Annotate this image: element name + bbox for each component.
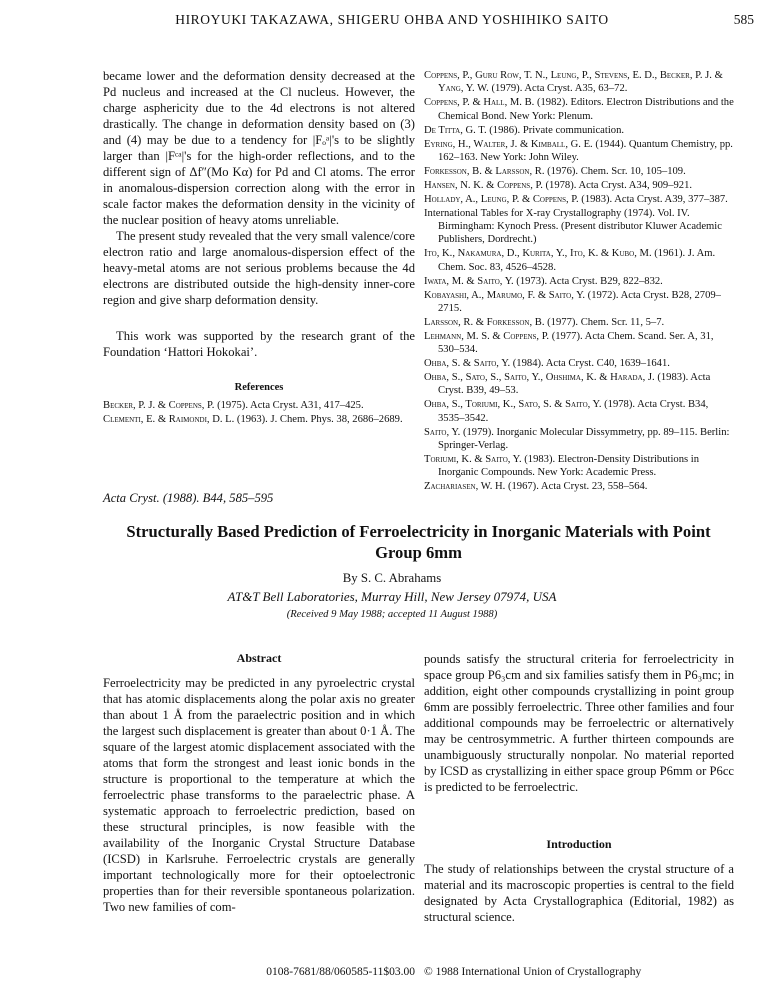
introduction-text: The study of relationships between the crystal structure of a material and its macroscopic properties is central to the field designated by Acta Crystallographica (Editorial, 1982) as structural science. <box>424 862 734 924</box>
reference-details: (1983). Acta Cryst. A39, 377–387. <box>578 193 728 205</box>
reference-details: (1967). Acta Cryst. 23, 558–564. <box>505 481 648 493</box>
reference-authors: Hansen, N. K. & Coppens, P. <box>424 179 543 191</box>
reference-details: (1983). Electron-Density Distributions in Inorganic Compounds. New York: Academic Press. <box>438 453 700 479</box>
reference-details: (1979). Inorganic Molecular Dissymmetry, pp. 89–115. Berlin: Springer-Verlag. <box>438 426 730 451</box>
body-paragraph: became lower and the deformation density decreased at the Pd nucleus and increased at the Cl nucleus. However, the charge asphericity due to the 4d electrons is not altered drastically. The change in deformation density based on (3) and (4) may be due to a tendency for |Fₒᵃ|'s to be slightly larger than |Fᶜᵃ|'s for the high-order reflections, and to the different sign of Δf″(Mo Kα) for Pd and Cl atoms. The error in anomalous-dispersion correction along with the error in scale factor makes the deformation density in the vicinity of the nuclear position of heavy atoms unreliable. <box>103 69 415 227</box>
reference-entry <box>424 165 734 178</box>
reference-authors: Kobayashi, A., Marumo, F. & Saito, Y. <box>424 289 586 301</box>
page-number: 585 <box>733 12 754 27</box>
abstract-text: Ferroelectricity may be predicted in any pyroelectric crystal that has atomic displacements along the polar axis no greater than about 1 Å from the paraelectric position and in which the largest such displacement is greater than about 0·1 Å. The square of the largest atomic displacement associated with the atoms that form the strongest and least ionic bonds in the structure is proportional to the temperature at which the ferroelectric phase transforms to the paraelectric phase. A systematic approach to ferroelectric prediction, based on these structural principles, is now feasible with the availability of the Inorganic Crystal Structure Database (ICSD) in Karlsruhe. Ferroelectric crystals are generally important technologically more for their optoelectronic properties than for their reversible spontaneous polarization. Two new families of com- <box>103 676 415 914</box>
reference-list <box>103 399 415 426</box>
reference-details: (1984). Acta Cryst. C40, 1639–1641. <box>510 358 670 370</box>
reference-entry <box>424 316 734 329</box>
introduction-heading: Introduction <box>546 837 612 851</box>
reference-authors: Hollady, A., Leung, P. & Coppens, P. <box>424 193 579 205</box>
reference-authors: Becker, P. J. & Coppens, P. <box>103 400 215 411</box>
reference-entry <box>424 207 734 247</box>
article-title: Structurally Based Prediction of Ferroelectricity in Inorganic Materials with Point Group 6mm <box>126 522 711 562</box>
top-left-column <box>103 68 415 427</box>
reference-entry <box>424 69 734 96</box>
reference-details: (1963). J. Chem. Phys. 38, 2686–2689. <box>234 413 403 425</box>
reference-authors: Iwata, M. & Saito, Y. <box>424 275 514 287</box>
acknowledgement: This work was supported by the research grant of the Foundation ‘Hattori Hokokai’. <box>103 329 415 359</box>
reference-details: (1977). Chem. Scr. 11, 5–7. <box>544 316 665 328</box>
reference-entry <box>424 138 734 165</box>
reference-authors: Ohba, S., Sato, S., Saito, Y., Ohshima, K. & Harada, J. <box>424 371 655 383</box>
reference-details: (1978). Acta Cryst. A34, 909–921. <box>542 179 693 191</box>
reference-entry <box>424 275 734 288</box>
reference-details: (1973). Acta Cryst. B29, 822–832. <box>513 275 663 287</box>
reference-entry <box>424 247 734 274</box>
reference-entry <box>424 398 734 425</box>
reference-entry <box>103 399 415 412</box>
body-paragraph: The present study revealed that the very small valence/core electron ratio and large anomalous-dispersion effect of the heavy-metal atoms are not serious problems because the 4d electrons are distributed outside the high-density inner-core region and give sharp deformation density. <box>103 229 415 307</box>
reference-authors: Coppens, P. & Hall, M. B. <box>424 97 535 109</box>
reference-entry <box>424 453 734 480</box>
reference-authors: Toriumi, K. & Saito, Y. <box>424 453 522 465</box>
reference-authors: Larsson, R. & Forkesson, B. <box>424 316 545 328</box>
reference-details: (1978). Acta Cryst. B34, 3535–3542. <box>438 399 709 424</box>
references-heading: References <box>234 382 284 393</box>
reference-entry <box>424 289 734 316</box>
reference-details: (1972). Acta Cryst. B28, 2709–2715. <box>438 289 721 314</box>
reference-details: (1977). Acta Chem. Scand. Ser. A, 31, 530–534. <box>438 330 714 356</box>
reference-entry <box>424 480 734 493</box>
reference-authors: Ohba, S. & Saito, Y. <box>424 358 511 370</box>
affiliation: AT&T Bell Laboratories, Murray Hill, New Jersey 07974, USA <box>227 589 557 604</box>
reference-details: (1961). J. Am. Chem. Soc. 83, 4526–4528. <box>438 248 716 273</box>
reference-details: (1944). Quantum Chemistry, pp. 162–163. New York: John Wiley. <box>438 138 733 163</box>
reference-authors: Forkesson, B. & Larsson, R. <box>424 165 545 177</box>
reference-entry <box>103 413 415 426</box>
reference-entry <box>424 371 734 398</box>
reference-entry <box>424 193 734 206</box>
reference-details: (1979). Acta Cryst. A35, 63–72. <box>488 83 628 95</box>
reference-authors: Saito, Y. <box>424 426 461 438</box>
reference-entry <box>424 96 734 123</box>
reference-entry <box>424 179 734 192</box>
copyright: © 1988 International Union of Crystallography <box>424 966 642 978</box>
reference-details: (1975). Acta Cryst. A31, 417–425. <box>214 400 364 411</box>
abstract-right-column <box>424 651 734 925</box>
abstract-heading: Abstract <box>236 651 282 665</box>
abstract-text-continued: pounds satisfy the structural criteria for ferroelectricity in space group P6₃cm and six families satisfy them in P6₃mc; in addition, eight other compounds crystallizing in point group 6mm are possibly ferroelectric. Three other families and four additional compounds may be ferroelectric or alternatively may be centrosymmetric. A further thirteen compounds are unambiguously structurally nonpolar. No material reported by ICSD as crystallizing in either space group P6mm or P6cc is predicted to be ferroelectric. <box>424 652 734 794</box>
reference-authors: Lehmann, M. S. & Coppens, P. <box>424 330 550 342</box>
reference-authors: De Titta, G. T. <box>424 124 487 136</box>
reference-authors: Eyring, H., Walter, J. & Kimball, G. E. <box>424 138 593 150</box>
reference-entry <box>424 426 734 453</box>
byline: By S. C. Abrahams <box>342 571 442 585</box>
reference-details: (1983). Acta Cryst. B39, 49–53. <box>438 371 711 397</box>
reference-details: International Tables for X-ray Crystallography (1974). Vol. IV. Birmingham: Kynoch Press. (Present distributor Kluwer Academic Publishers, Dordrecht.) <box>424 207 722 246</box>
reference-authors: Ito, K., Nakamura, D., Kurita, Y., Ito, K. & Kubo, M. <box>424 248 652 260</box>
reference-authors: Ohba, S., Toriumi, K., Sato, S. & Saito, Y. <box>424 399 602 411</box>
running-header <box>0 12 784 32</box>
reference-list-continued <box>424 69 734 494</box>
reference-details: (1976). Chem. Scr. 10, 105–109. <box>544 165 686 177</box>
reference-entry <box>424 124 734 137</box>
reference-entry <box>424 357 734 370</box>
article-citation: Acta Cryst. (1988). B44, 585–595 <box>103 491 274 505</box>
reference-authors: Zachariasen, W. H. <box>424 481 506 493</box>
received-date: (Received 9 May 1988; accepted 11 August 1988) <box>286 609 498 620</box>
abstract-left-column <box>103 651 415 915</box>
reference-details: (1982). Editors. Electron Distributions and the Chemical Bond. New York: Plenum. <box>438 97 734 122</box>
reference-entry <box>424 330 734 357</box>
article-code: 0108-7681/88/060585-11$03.00 <box>266 966 415 978</box>
reference-authors: Coppens, P., Guru Row, T. N., Leung, P., Stevens, E. D., Becker, P. J. & Yang, Y. W. <box>424 70 723 95</box>
reference-details: (1986). Private communication. <box>486 124 625 136</box>
header-authors: HIROYUKI TAKAZAWA, SHIGERU OHBA AND YOSHIHIKO SAITO <box>175 12 609 27</box>
reference-authors: Clementi, E. & Raimondi, D. L. <box>103 413 235 425</box>
